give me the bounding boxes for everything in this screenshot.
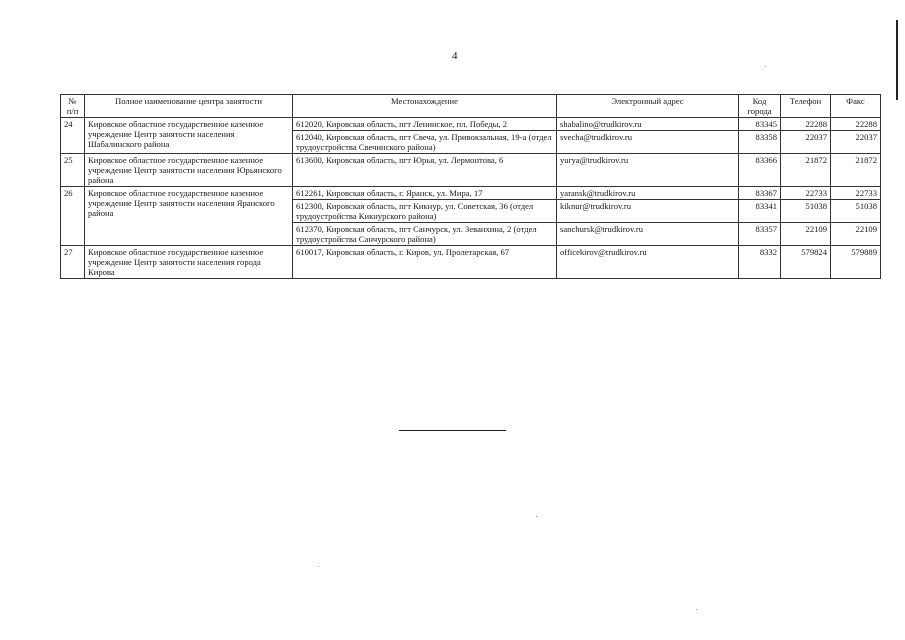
cell-location: 612020, Кировская область, пгт Ленинское, пл. Победы, 2 (293, 118, 557, 131)
cell-email: officekirov@trudkirov.ru (557, 246, 739, 279)
cell-fax: 21872 (831, 154, 881, 187)
cell-num: 25 (61, 154, 85, 187)
cell-city-code: 83345 (739, 118, 781, 131)
cell-phone: 22288 (781, 118, 831, 131)
cell-email: yurya@trudkirov.ru (557, 154, 739, 187)
cell-city-code: 83358 (739, 131, 781, 154)
cell-location: 612040, Кировская область, пгт Свеча, ул. Привокзальная, 19-а (отдел трудоустройства Свечинского района) (293, 131, 557, 154)
header-fax: Факс (831, 95, 881, 118)
table-row (61, 118, 881, 131)
cell-location: 610017, Кировская область, г. Киров, ул. Пролетарская, 67 (293, 246, 557, 279)
header-code: Код города (739, 95, 781, 118)
table-row (61, 246, 881, 279)
cell-center-name: Кировское областное государственное казенное учреждение Центр занятости населения города Кирова (85, 246, 293, 279)
cell-city-code: 83367 (739, 187, 781, 200)
header-name: Полное наименование центра занятости (85, 95, 293, 118)
scan-speck (536, 516, 537, 517)
cell-city-code: 83357 (739, 223, 781, 246)
cell-fax: 22288 (831, 118, 881, 131)
cell-email: svecha@trudkirov.ru (557, 131, 739, 154)
cell-city-code: 83366 (739, 154, 781, 187)
employment-centers-table (60, 94, 881, 279)
cell-phone: 22109 (781, 223, 831, 246)
cell-phone: 579824 (781, 246, 831, 279)
header-phone: Телефон (781, 95, 831, 118)
cell-fax: 22733 (831, 187, 881, 200)
page-number: 4 (452, 50, 458, 62)
header-num: № п/п (61, 95, 85, 118)
header-row (61, 95, 881, 118)
cell-location: 613600, Кировская область, пгт Юрья, ул. Лермонтова, 6 (293, 154, 557, 187)
cell-center-name: Кировское областное государственное казенное учреждение Центр занятости населения Юрьянского района (85, 154, 293, 187)
cell-city-code: 83341 (739, 200, 781, 223)
cell-center-name: Кировское областное государственное казенное учреждение Центр занятости населения Шабалинского района (85, 118, 293, 154)
cell-email: yaransk@trudkirov.ru (557, 187, 739, 200)
cell-num: 24 (61, 118, 85, 154)
cell-phone: 21872 (781, 154, 831, 187)
table-row (61, 187, 881, 200)
separator-line (399, 430, 506, 431)
cell-email: sanchursk@trudkirov.ru (557, 223, 739, 246)
cell-fax: 22037 (831, 131, 881, 154)
table-body (61, 118, 881, 279)
scan-speck (765, 66, 766, 67)
cell-fax: 51038 (831, 200, 881, 223)
header-location: Местонахождение (293, 95, 557, 118)
cell-email: shabalino@trudkirov.ru (557, 118, 739, 131)
cell-fax: 22109 (831, 223, 881, 246)
header-email: Электронный адрес (557, 95, 739, 118)
table-row (61, 154, 881, 187)
cell-location: 612261, Кировская область, г. Яранск, ул. Мира, 17 (293, 187, 557, 200)
cell-center-name: Кировское областное государственное казенное учреждение Центр занятости населения Яранского района (85, 187, 293, 246)
cell-city-code: 8332 (739, 246, 781, 279)
margin-bar (896, 20, 898, 100)
scan-speck (696, 609, 697, 610)
cell-location: 612300, Кировская область, пгт Кикнур, ул. Советская, 36 (отдел трудоустройства Кикнурского района) (293, 200, 557, 223)
cell-email: kiknur@trudkirov.ru (557, 200, 739, 223)
scan-speck (318, 566, 319, 567)
cell-fax: 579889 (831, 246, 881, 279)
cell-num: 26 (61, 187, 85, 246)
cell-location: 612370, Кировская область, пгт Санчурск, ул. Зеванхина, 2 (отдел трудоустройства Санчурского района) (293, 223, 557, 246)
cell-phone: 22037 (781, 131, 831, 154)
cell-phone: 51038 (781, 200, 831, 223)
cell-phone: 22733 (781, 187, 831, 200)
cell-num: 27 (61, 246, 85, 279)
